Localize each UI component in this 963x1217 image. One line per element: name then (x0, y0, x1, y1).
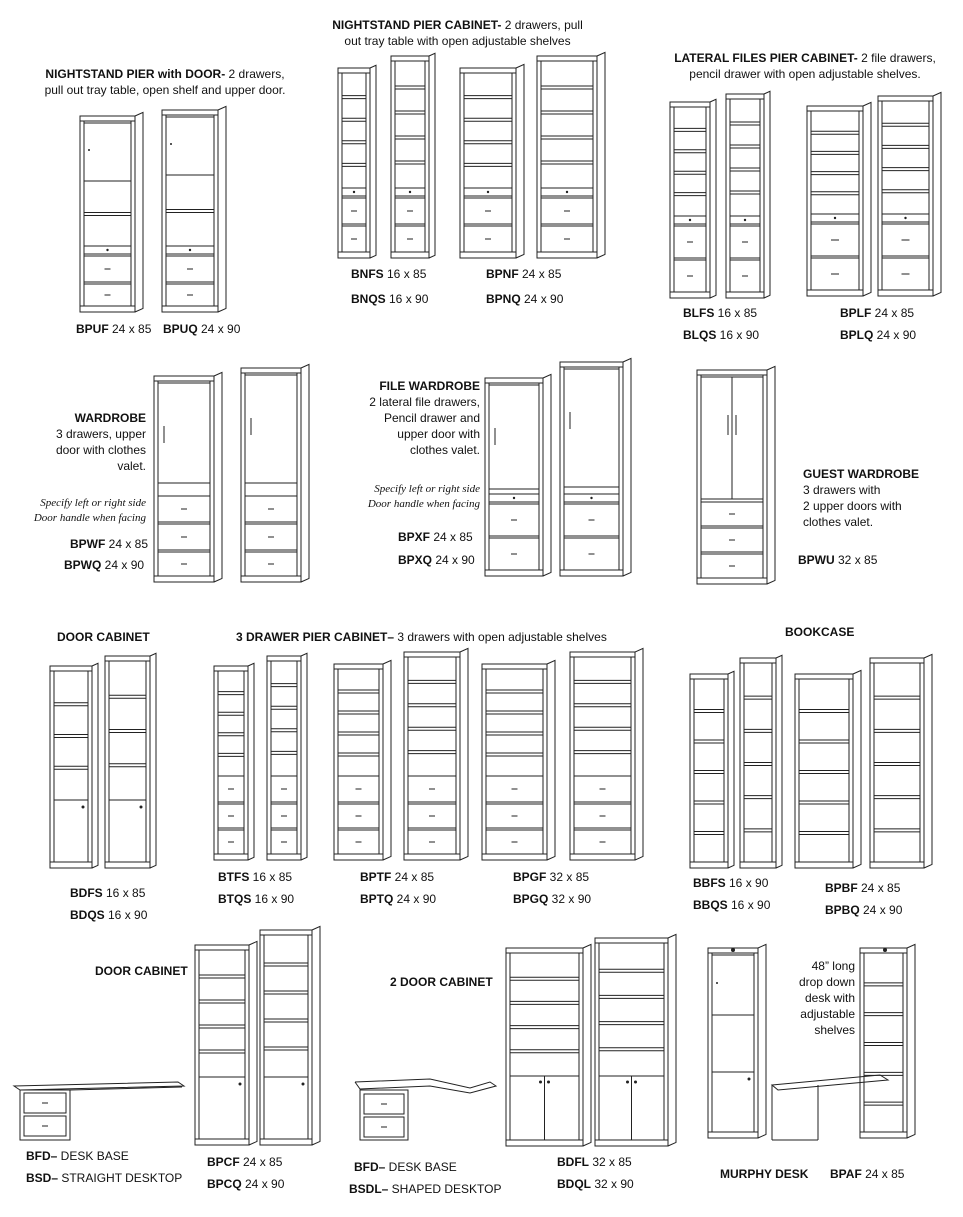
murphy-dropdown-desk (772, 1075, 888, 1140)
cabinet-bnqs (391, 53, 435, 258)
cabinet-blqs (726, 91, 770, 298)
murphy-title: MURPHY DESK (720, 1167, 809, 1181)
cabinet-btqs (267, 653, 307, 860)
code-bnqs: BNQS 16 x 90 (351, 292, 429, 306)
code-bpuf: BPUF 24 x 85 (76, 322, 152, 336)
code-bplq: BPLQ 24 x 90 (840, 328, 917, 342)
cabinet-bdfl (506, 944, 591, 1146)
desk-base-label-1: BFD– DESK BASE (26, 1149, 129, 1163)
code-bpcq: BPCQ 24 x 90 (207, 1177, 285, 1191)
code-btfs: BTFS 16 x 85 (218, 870, 293, 884)
code-bdfl: BDFL 32 x 85 (557, 1155, 632, 1169)
code-bptf: BPTF 24 x 85 (360, 870, 435, 884)
bookcase-title: BOOKCASE (785, 625, 855, 639)
cabinet-bpwq (241, 364, 309, 582)
code-bpgq: BPGQ 32 x 90 (513, 892, 592, 906)
door-cabinet-1-title: DOOR CABINET (57, 630, 150, 644)
cabinet-bpxq (560, 358, 631, 576)
code-bnfs: BNFS 16 x 85 (351, 267, 427, 281)
cabinet-bpcq (260, 926, 320, 1145)
code-bpxq: BPXQ 24 x 90 (398, 553, 475, 567)
two-door-title: 2 DOOR CABINET (390, 975, 493, 989)
cabinet-bptq (404, 648, 468, 860)
shaped-desktop-label: BSDL– SHAPED DESKTOP (349, 1182, 502, 1196)
code-bpbq: BPBQ 24 x 90 (825, 903, 903, 917)
cabinet-bdfs (50, 663, 98, 868)
code-bpwu: BPWU 32 x 85 (798, 553, 878, 567)
murphy-desc: 48” long drop down desk with adjustable shelves (798, 959, 855, 1037)
cabinet-bpwu (697, 366, 775, 584)
three-drawer-title: 3 DRAWER PIER CABINET– 3 drawers with open adjustable shelves (236, 630, 607, 644)
cabinet-murphy-left (708, 944, 766, 1138)
cabinet-bbqs (740, 655, 782, 868)
code-bpnq: BPNQ 24 x 90 (486, 292, 564, 306)
cabinet-bpuf (80, 112, 143, 312)
nightstand-cabinet-title: NIGHTSTAND PIER CABINET- 2 drawers, pull out tray table with open adjustable shelves (332, 18, 583, 48)
cabinet-blfs (670, 99, 716, 298)
desk-straight (14, 1082, 184, 1140)
wardrobe-desc: WARDROBE 3 drawers, upper door with clothes valet. (55, 411, 146, 473)
cabinet-bpgf (482, 660, 555, 860)
cabinet-bpnq (537, 52, 605, 258)
door-cabinet-2-title: DOOR CABINET (95, 964, 188, 978)
code-blfs: BLFS 16 x 85 (683, 306, 758, 320)
guest-wardrobe-desc: GUEST WARDROBE 3 drawers with 2 upper doors with clothes valet. (803, 467, 920, 529)
code-bdql: BDQL 32 x 90 (557, 1177, 634, 1191)
code-bpbf: BPBF 24 x 85 (825, 881, 901, 895)
code-bpnf: BPNF 24 x 85 (486, 267, 562, 281)
code-bplf: BPLF 24 x 85 (840, 306, 915, 320)
cabinet-bpwf (154, 372, 222, 582)
code-bpcf: BPCF 24 x 85 (207, 1155, 283, 1169)
code-bpaf: BPAF 24 x 85 (830, 1167, 905, 1181)
code-bpuq: BPUQ 24 x 90 (163, 322, 241, 336)
cabinet-bplf (807, 102, 871, 296)
cabinet-bpnf (460, 64, 524, 258)
cabinet-bptf (334, 660, 391, 860)
cabinet-bdqs (105, 653, 156, 868)
code-bpxf: BPXF 24 x 85 (398, 530, 473, 544)
lateral-files-title: LATERAL FILES PIER CABINET- 2 file drawers, pencil drawer with open adjustable shelves. (674, 51, 936, 81)
code-bpwq: BPWQ 24 x 90 (64, 558, 145, 572)
code-bbqs: BBQS 16 x 90 (693, 898, 771, 912)
cabinet-btfs (214, 663, 254, 860)
cabinet-bbfs (690, 671, 734, 868)
code-bpwf: BPWF 24 x 85 (70, 537, 149, 551)
cabinet-bpcf (195, 941, 257, 1145)
code-bpgf: BPGF 32 x 85 (513, 870, 590, 884)
cabinet-bpuq (162, 106, 226, 312)
cabinet-bnfs (338, 65, 376, 258)
code-bbfs: BBFS 16 x 90 (693, 876, 769, 890)
cabinet-bplq (878, 92, 941, 296)
cabinet-bdql (595, 934, 676, 1146)
cabinet-bpxf (485, 374, 551, 576)
code-bdfs: BDFS 16 x 85 (70, 886, 146, 900)
desk-base-label-2: BFD– DESK BASE (354, 1160, 457, 1174)
cabinet-bpbq (870, 654, 932, 868)
code-blqs: BLQS 16 x 90 (683, 328, 760, 342)
file-wardrobe-desc: FILE WARDROBE 2 lateral file drawers, Pencil drawer and upper door with clothes valet. (369, 379, 480, 457)
code-bptq: BPTQ 24 x 90 (360, 892, 437, 906)
code-bdqs: BDQS 16 x 90 (70, 908, 148, 922)
file-wardrobe-note: Specify left or right side Door handle when facing (367, 483, 480, 510)
desk-shaped (355, 1079, 496, 1140)
code-btqs: BTQS 16 x 90 (218, 892, 295, 906)
cabinet-bpbf (795, 670, 861, 868)
cabinet-murphy-right (860, 944, 915, 1138)
nightstand-door-title: NIGHTSTAND PIER with DOOR- 2 drawers, pull out tray table, open shelf and upper door. (44, 67, 286, 97)
cabinet-bpgq (570, 648, 643, 860)
straight-desktop-label: BSD– STRAIGHT DESKTOP (26, 1171, 183, 1185)
wardrobe-note: Specify left or right side Door handle when facing (33, 497, 146, 524)
